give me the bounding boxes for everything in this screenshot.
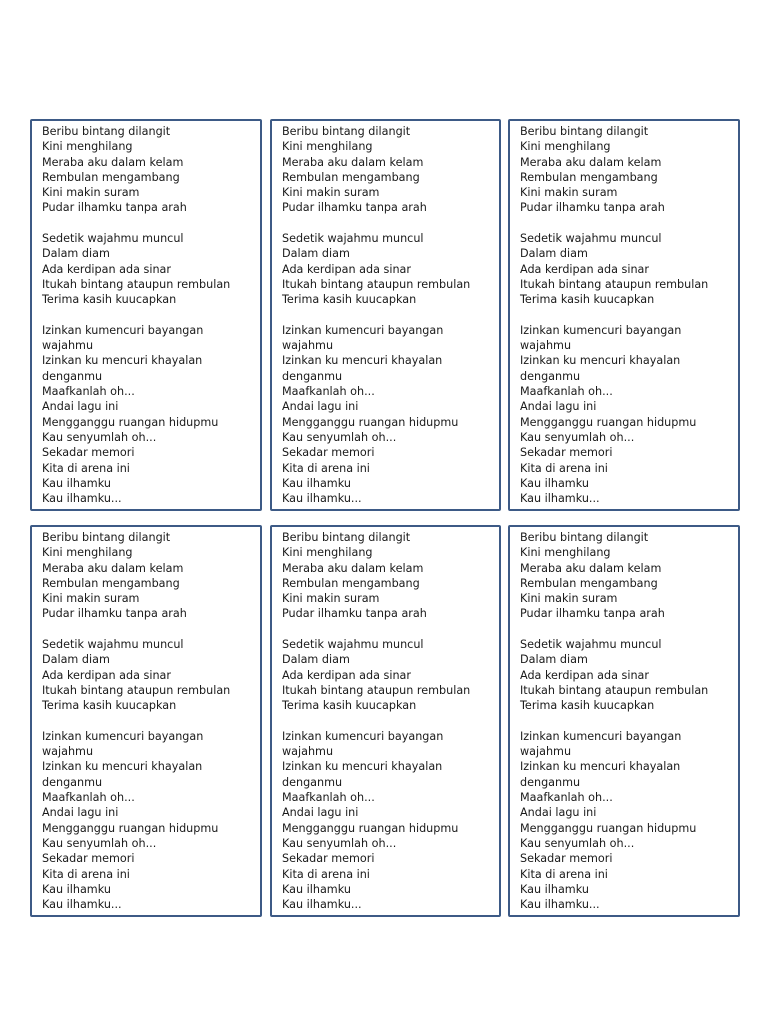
lyric-line: Meraba aku dalam kelam — [42, 561, 184, 575]
lyric-line: Pudar ilhamku tanpa arah — [282, 607, 427, 621]
stanza-gap — [282, 216, 499, 231]
lyric-line: Izinkan ku mencuri khayalan — [520, 354, 681, 368]
lyric-line: Rembulan mengambang — [42, 170, 180, 184]
lyric-line: Pudar ilhamku tanpa arah — [42, 607, 187, 621]
lyric-line: Kini menghilang — [520, 140, 611, 154]
stanza-gap — [282, 308, 499, 323]
lyric-line: Kau ilhamku... — [42, 898, 122, 912]
lyric-line: Kini makin suram — [42, 186, 140, 200]
lyric-line: Pudar ilhamku tanpa arah — [42, 201, 187, 215]
lyric-card-4 — [30, 525, 262, 917]
stanza-gap — [282, 622, 499, 637]
stanza-gap — [42, 622, 260, 637]
lyric-line: Dalam diam — [42, 653, 110, 667]
lyric-line: Sekadar memori — [520, 446, 613, 460]
lyric-line: Sekadar memori — [282, 446, 375, 460]
lyric-line: Kini menghilang — [42, 546, 133, 560]
lyric-line: Beribu bintang dilangit — [42, 531, 171, 544]
lyric-line: Beribu bintang dilangit — [282, 125, 411, 138]
lyric-line: Beribu bintang dilangit — [520, 125, 649, 138]
stanza-gap — [42, 714, 260, 729]
lyric-line: Sekadar memori — [282, 852, 375, 866]
lyric-line: Terima kasih kuucapkan — [42, 699, 177, 713]
lyric-line: Kau ilhamku — [520, 476, 589, 490]
lyric-line: Mengganggu ruangan hidupmu — [520, 415, 697, 429]
lyric-line: Sedetik wajahmu muncul — [42, 232, 184, 246]
lyric-card-6 — [508, 525, 740, 917]
lyric-line: Kini menghilang — [282, 140, 373, 154]
lyric-line: wajahmu — [282, 339, 334, 353]
stanza-gap — [282, 714, 499, 729]
lyric-line: Maafkanlah oh... — [520, 385, 613, 399]
lyric-line: Izinkan kumencuri bayangan — [282, 729, 444, 743]
lyric-line: Maafkanlah oh... — [42, 385, 135, 399]
lyric-line: Rembulan mengambang — [282, 170, 420, 184]
lyric-line: Izinkan ku mencuri khayalan — [42, 354, 203, 368]
lyric-line: Ada kerdipan ada sinar — [520, 262, 649, 276]
lyric-line: Andai lagu ini — [520, 400, 597, 414]
lyric-line: Mengganggu ruangan hidupmu — [42, 415, 219, 429]
lyric-line: Ada kerdipan ada sinar — [42, 668, 171, 682]
lyric-line: Izinkan ku mencuri khayalan — [42, 760, 203, 774]
lyric-line: Kau ilhamku... — [520, 898, 600, 912]
lyric-line: Kita di arena ini — [520, 867, 608, 881]
lyric-line: Mengganggu ruangan hidupmu — [282, 821, 459, 835]
lyric-line: Kau senyumlah oh... — [42, 836, 157, 850]
lyric-line: Itukah bintang ataupun rembulan — [282, 683, 471, 697]
stanza-gap — [520, 622, 738, 637]
lyric-line: Kita di arena ini — [282, 461, 370, 475]
lyric-line: Maafkanlah oh... — [42, 791, 135, 805]
lyric-line: Ada kerdipan ada sinar — [282, 262, 411, 276]
lyric-line: Meraba aku dalam kelam — [42, 155, 184, 169]
lyric-line: Itukah bintang ataupun rembulan — [42, 277, 231, 291]
lyric-line: Kini makin suram — [42, 592, 140, 606]
lyric-line: Kini menghilang — [520, 546, 611, 560]
lyric-line: Ada kerdipan ada sinar — [520, 668, 649, 682]
lyric-line: Terima kasih kuucapkan — [520, 293, 655, 307]
lyric-line: Dalam diam — [520, 653, 588, 667]
lyric-line: Kita di arena ini — [42, 867, 130, 881]
lyric-line: Terima kasih kuucapkan — [282, 293, 417, 307]
lyric-line: Rembulan mengambang — [520, 170, 658, 184]
lyric-line: Izinkan kumencuri bayangan — [282, 323, 444, 337]
lyric-line: denganmu — [42, 369, 103, 383]
lyric-line: Beribu bintang dilangit — [282, 531, 411, 544]
lyric-line: Kini makin suram — [282, 186, 380, 200]
lyric-line: wajahmu — [42, 339, 94, 353]
lyric-line: Pudar ilhamku tanpa arah — [520, 607, 665, 621]
lyric-line: Izinkan ku mencuri khayalan — [520, 760, 681, 774]
lyric-card-5 — [270, 525, 501, 917]
lyric-line: Kini makin suram — [520, 592, 618, 606]
lyric-line: Kau ilhamku... — [282, 898, 362, 912]
lyric-line: wajahmu — [520, 745, 572, 759]
lyric-line: Andai lagu ini — [282, 400, 359, 414]
lyric-line: Izinkan kumencuri bayangan — [42, 323, 204, 337]
lyric-line: Maafkanlah oh... — [282, 791, 375, 805]
lyric-line: Andai lagu ini — [42, 400, 119, 414]
lyric-line: Mengganggu ruangan hidupmu — [42, 821, 219, 835]
lyric-line: Sedetik wajahmu muncul — [282, 232, 424, 246]
lyric-line: Ada kerdipan ada sinar — [42, 262, 171, 276]
lyric-line: Kini makin suram — [520, 186, 618, 200]
lyric-line: Maafkanlah oh... — [282, 385, 375, 399]
lyric-line: denganmu — [282, 775, 343, 789]
stanza-gap — [42, 308, 260, 323]
lyric-line: Rembulan mengambang — [282, 576, 420, 590]
stanza-gap — [520, 308, 738, 323]
lyric-line: Itukah bintang ataupun rembulan — [520, 683, 709, 697]
lyric-line: Meraba aku dalam kelam — [520, 561, 662, 575]
lyric-line: Rembulan mengambang — [42, 576, 180, 590]
stanza-gap — [520, 216, 738, 231]
lyric-line: wajahmu — [282, 745, 334, 759]
lyric-card-1 — [30, 119, 262, 511]
lyric-line: Pudar ilhamku tanpa arah — [282, 201, 427, 215]
lyric-line: Sekadar memori — [42, 446, 135, 460]
lyric-line: Kau ilhamku — [42, 476, 111, 490]
lyric-line: Izinkan ku mencuri khayalan — [282, 760, 443, 774]
lyric-line: Kau senyumlah oh... — [520, 430, 635, 444]
lyric-line: Andai lagu ini — [282, 806, 359, 820]
lyric-card-3 — [508, 119, 740, 511]
lyric-line: Sekadar memori — [42, 852, 135, 866]
lyric-line: Kita di arena ini — [282, 867, 370, 881]
lyric-line: Pudar ilhamku tanpa arah — [520, 201, 665, 215]
lyric-line: denganmu — [282, 369, 343, 383]
lyric-line: Beribu bintang dilangit — [42, 125, 171, 138]
lyric-line: wajahmu — [520, 339, 572, 353]
stanza-gap — [520, 714, 738, 729]
lyric-line: Meraba aku dalam kelam — [282, 155, 424, 169]
lyric-line: Kau senyumlah oh... — [282, 836, 397, 850]
lyric-card-2 — [270, 119, 501, 511]
lyric-line: Beribu bintang dilangit — [520, 531, 649, 544]
lyric-line: Dalam diam — [42, 247, 110, 261]
lyric-line: Kau ilhamku — [282, 882, 351, 896]
lyric-line: Kau ilhamku — [520, 882, 589, 896]
lyric-line: Andai lagu ini — [520, 806, 597, 820]
lyric-line: Sekadar memori — [520, 852, 613, 866]
lyric-line: Sedetik wajahmu muncul — [520, 638, 662, 652]
lyric-line: Kau ilhamku... — [42, 492, 122, 506]
lyric-line: Ada kerdipan ada sinar — [282, 668, 411, 682]
lyric-line: Kau ilhamku — [42, 882, 111, 896]
lyric-line: Kau ilhamku... — [520, 492, 600, 506]
lyric-line: Sedetik wajahmu muncul — [282, 638, 424, 652]
lyric-line: Itukah bintang ataupun rembulan — [42, 683, 231, 697]
lyric-line: Dalam diam — [282, 247, 350, 261]
lyric-line: Kita di arena ini — [520, 461, 608, 475]
lyric-line: Dalam diam — [282, 653, 350, 667]
lyric-line: denganmu — [42, 775, 103, 789]
lyric-line: Izinkan kumencuri bayangan — [42, 729, 204, 743]
lyric-line: Sedetik wajahmu muncul — [520, 232, 662, 246]
lyric-line: Meraba aku dalam kelam — [520, 155, 662, 169]
lyric-line: Kau ilhamku... — [282, 492, 362, 506]
lyric-line: Itukah bintang ataupun rembulan — [282, 277, 471, 291]
lyric-line: Terima kasih kuucapkan — [42, 293, 177, 307]
lyric-line: Terima kasih kuucapkan — [520, 699, 655, 713]
lyric-line: Kau ilhamku — [282, 476, 351, 490]
lyric-line: Terima kasih kuucapkan — [282, 699, 417, 713]
lyric-line: Itukah bintang ataupun rembulan — [520, 277, 709, 291]
lyric-line: Kini menghilang — [42, 140, 133, 154]
lyric-line: Mengganggu ruangan hidupmu — [282, 415, 459, 429]
lyric-line: Andai lagu ini — [42, 806, 119, 820]
lyric-line: denganmu — [520, 369, 581, 383]
lyric-line: Sedetik wajahmu muncul — [42, 638, 184, 652]
lyric-line: Kau senyumlah oh... — [520, 836, 635, 850]
lyric-line: Mengganggu ruangan hidupmu — [520, 821, 697, 835]
lyric-line: Meraba aku dalam kelam — [282, 561, 424, 575]
lyric-line: Dalam diam — [520, 247, 588, 261]
lyric-line: Kau senyumlah oh... — [42, 430, 157, 444]
lyric-line: Kita di arena ini — [42, 461, 130, 475]
stanza-gap — [42, 216, 260, 231]
lyric-line: Izinkan ku mencuri khayalan — [282, 354, 443, 368]
lyric-line: Izinkan kumencuri bayangan — [520, 323, 682, 337]
lyric-line: Izinkan kumencuri bayangan — [520, 729, 682, 743]
lyric-line: Kini menghilang — [282, 546, 373, 560]
lyric-line: Kini makin suram — [282, 592, 380, 606]
lyric-line: Rembulan mengambang — [520, 576, 658, 590]
lyric-line: wajahmu — [42, 745, 94, 759]
lyric-line: Maafkanlah oh... — [520, 791, 613, 805]
lyric-line: denganmu — [520, 775, 581, 789]
lyric-line: Kau senyumlah oh... — [282, 430, 397, 444]
